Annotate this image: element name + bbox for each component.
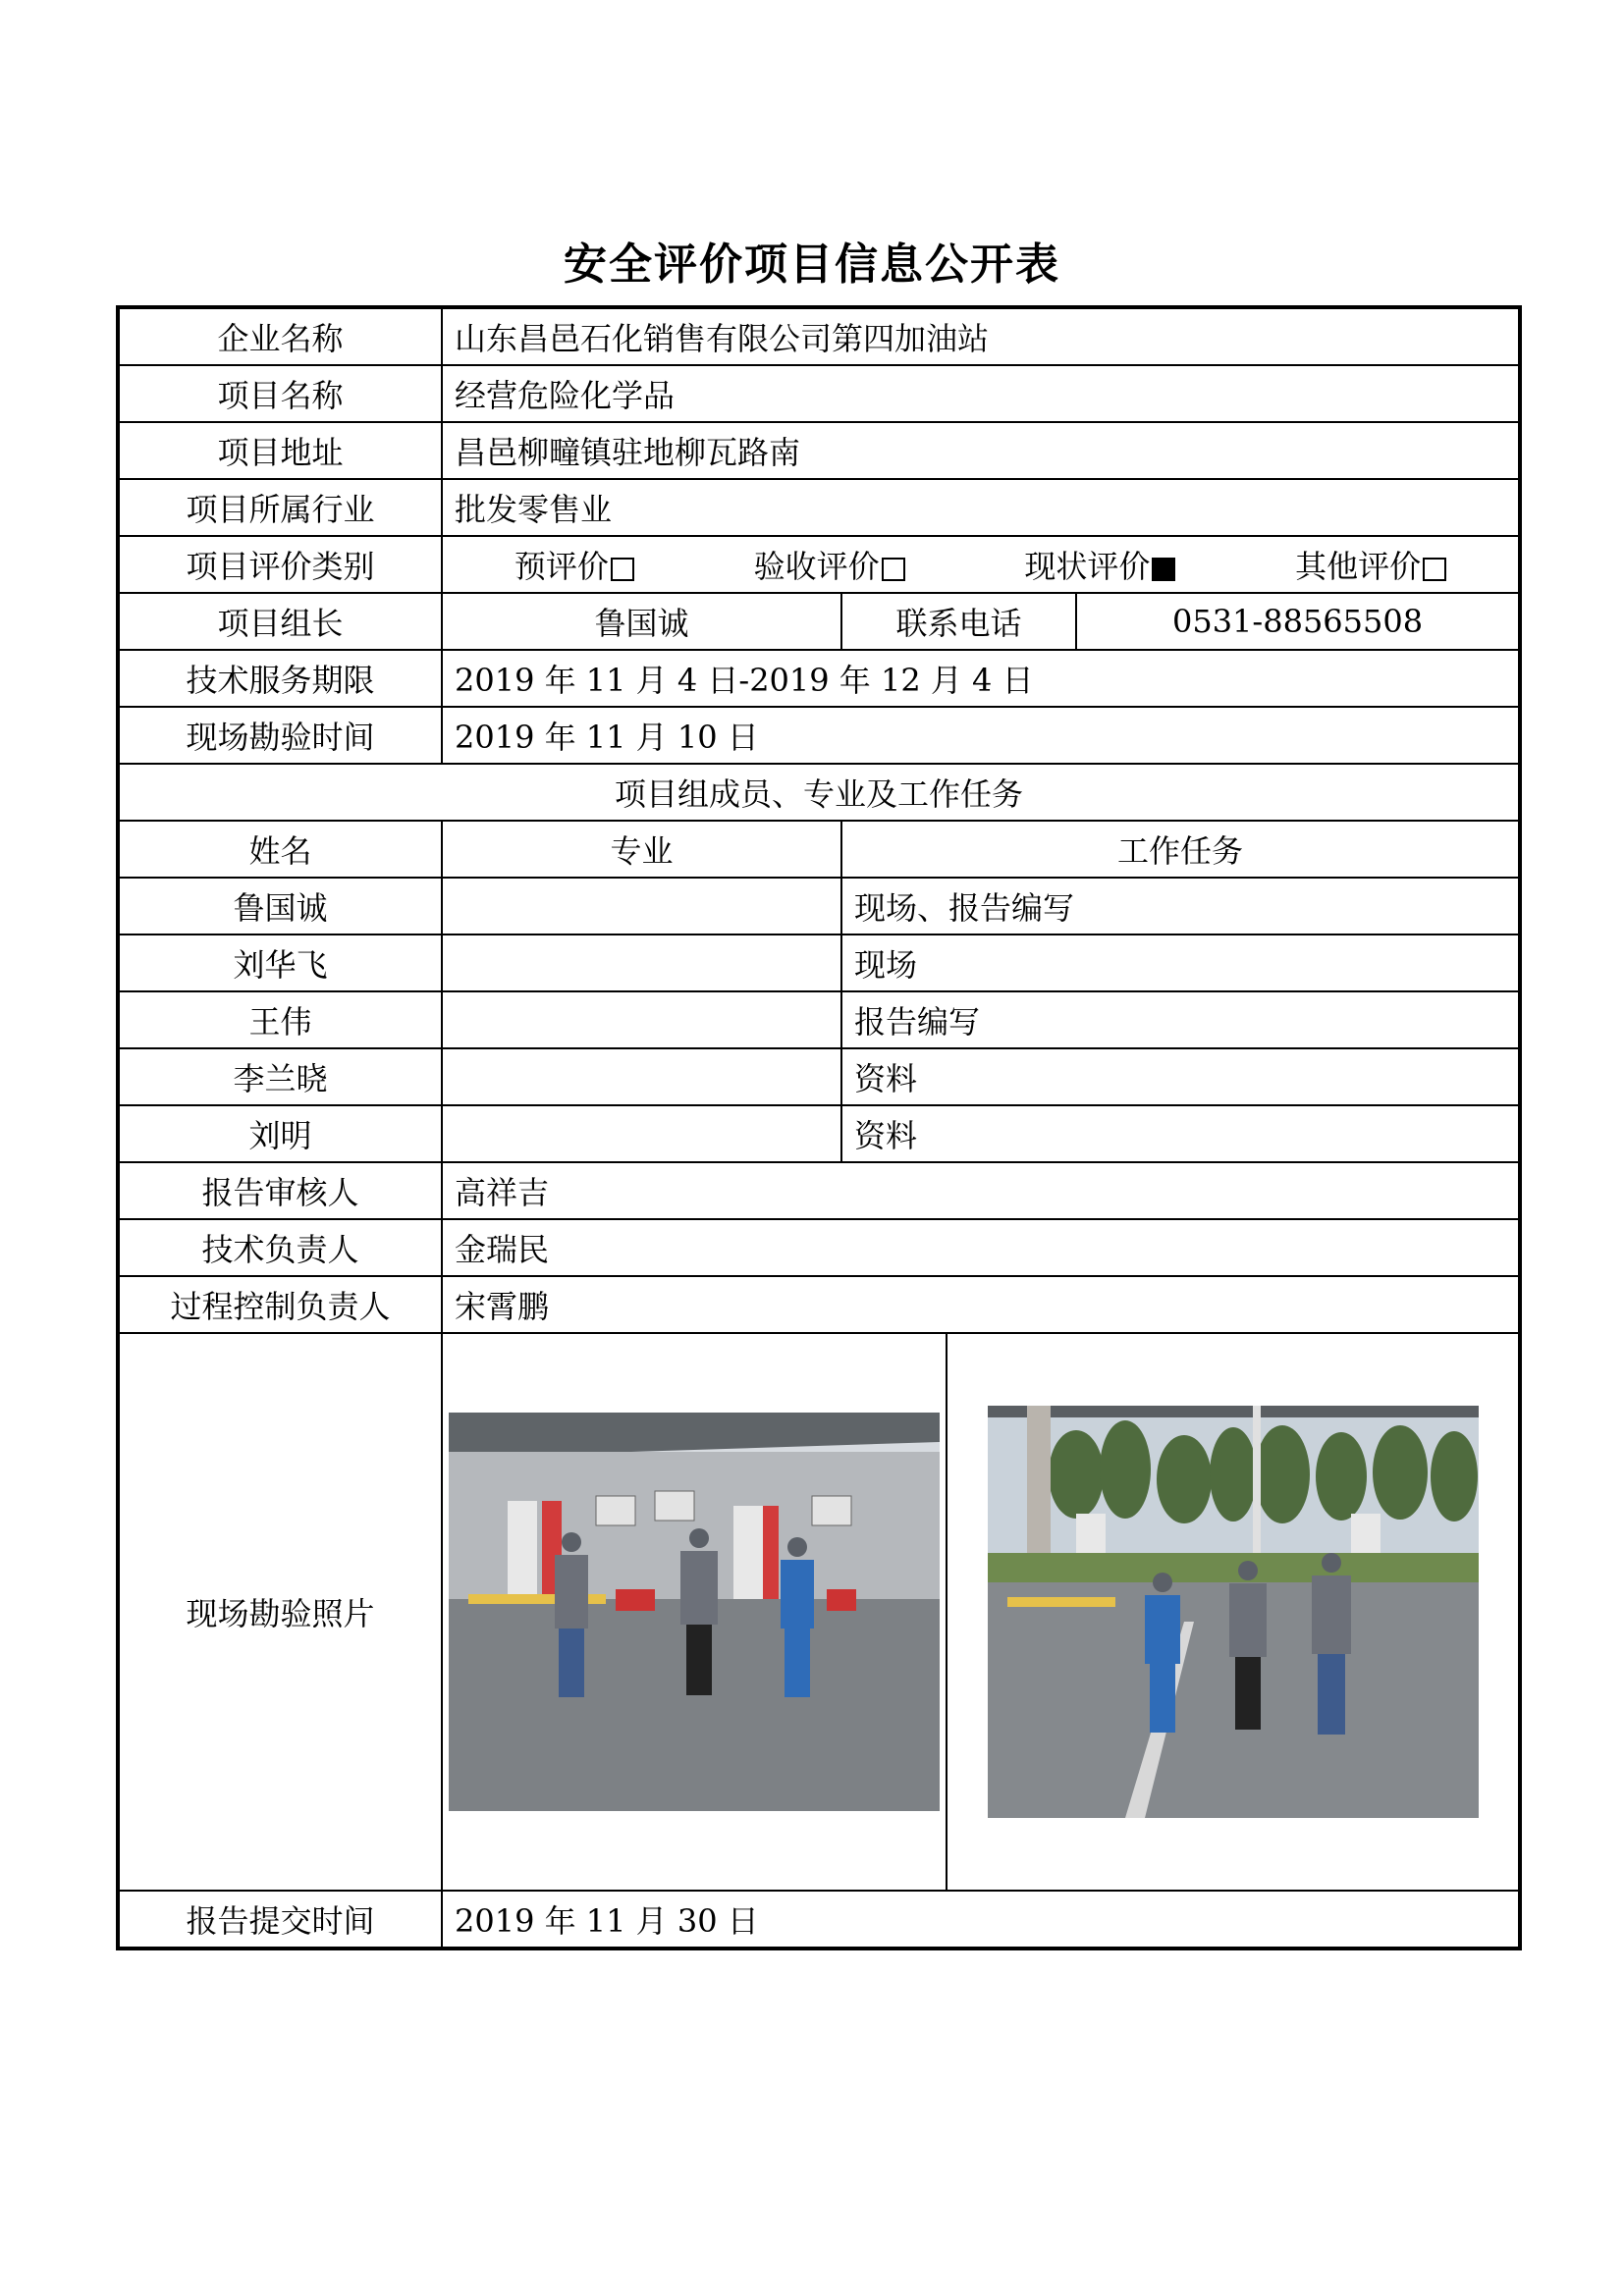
row-enterprise xyxy=(118,307,1520,365)
member-row xyxy=(118,991,1520,1048)
industry-value: 批发零售业 xyxy=(442,479,1520,536)
leader-value: 鲁国诚 xyxy=(442,593,841,650)
photos-label: 现场勘验照片 xyxy=(118,1333,442,1891)
address-value: 昌邑柳疃镇驻地柳瓦路南 xyxy=(442,422,1520,479)
member-name: 刘华飞 xyxy=(118,934,442,991)
info-table xyxy=(116,305,1522,1950)
row-reviewer xyxy=(118,1162,1520,1219)
eval-option-acceptance: 验收评价 xyxy=(754,542,905,587)
row-members-columns xyxy=(118,821,1520,878)
member-name: 鲁国诚 xyxy=(118,878,442,934)
row-submit-time xyxy=(118,1891,1520,1949)
member-row xyxy=(118,934,1520,991)
submit-time-label: 报告提交时间 xyxy=(118,1891,442,1949)
submit-time-value: 2019 年 11 月 30 日 xyxy=(442,1891,1520,1949)
member-major xyxy=(442,1105,841,1162)
row-survey-time xyxy=(118,707,1520,764)
site-photo-2 xyxy=(988,1406,1479,1818)
photo-cell-1 xyxy=(442,1333,947,1891)
checkbox-other[interactable] xyxy=(1423,558,1446,581)
phone-label: 联系电话 xyxy=(841,593,1076,650)
industry-label: 项目所属行业 xyxy=(118,479,442,536)
eval-type-label: 项目评价类别 xyxy=(118,536,442,593)
tech-lead-value: 金瑞民 xyxy=(442,1219,1520,1276)
page-title: 安全评价项目信息公开表 xyxy=(564,240,1060,290)
photo-cell-2 xyxy=(947,1333,1520,1891)
member-task: 资料 xyxy=(841,1048,1520,1105)
survey-time-label: 现场勘验时间 xyxy=(118,707,442,764)
checkbox-pre[interactable] xyxy=(611,558,634,581)
member-task: 现场 xyxy=(841,934,1520,991)
row-eval-type xyxy=(118,536,1520,593)
survey-time-value: 2019 年 11 月 10 日 xyxy=(442,707,1520,764)
enterprise-label: 企业名称 xyxy=(118,307,442,365)
row-service-period xyxy=(118,650,1520,707)
reviewer-label: 报告审核人 xyxy=(118,1162,442,1219)
member-major xyxy=(442,991,841,1048)
member-major xyxy=(442,1048,841,1105)
column-header-task: 工作任务 xyxy=(841,821,1520,878)
eval-option-pre: 预评价 xyxy=(514,542,634,587)
member-major xyxy=(442,934,841,991)
leader-label: 项目组长 xyxy=(118,593,442,650)
members-heading: 项目组成员、专业及工作任务 xyxy=(118,764,1520,821)
service-period-label: 技术服务期限 xyxy=(118,650,442,707)
member-task: 现场、报告编写 xyxy=(841,878,1520,934)
tech-lead-label: 技术负责人 xyxy=(118,1219,442,1276)
member-row xyxy=(118,878,1520,934)
row-industry xyxy=(118,479,1520,536)
member-name: 王伟 xyxy=(118,991,442,1048)
project-name-label: 项目名称 xyxy=(118,365,442,422)
reviewer-value: 高祥吉 xyxy=(442,1162,1520,1219)
eval-option-other: 其他评价 xyxy=(1295,542,1446,587)
checkbox-status-checked[interactable] xyxy=(1152,558,1175,581)
row-leader xyxy=(118,593,1520,650)
project-name-value: 经营危险化学品 xyxy=(442,365,1520,422)
member-row xyxy=(118,1105,1520,1162)
eval-type-options xyxy=(442,536,1520,593)
enterprise-value: 山东昌邑石化销售有限公司第四加油站 xyxy=(442,307,1520,365)
row-process-lead xyxy=(118,1276,1520,1333)
member-major xyxy=(442,878,841,934)
member-task: 资料 xyxy=(841,1105,1520,1162)
process-lead-value: 宋霄鹏 xyxy=(442,1276,1520,1333)
service-period-value: 2019 年 11 月 4 日-2019 年 12 月 4 日 xyxy=(442,650,1520,707)
site-photo-1 xyxy=(449,1413,940,1811)
member-row xyxy=(118,1048,1520,1105)
row-members-heading xyxy=(118,764,1520,821)
address-label: 项目地址 xyxy=(118,422,442,479)
column-header-major: 专业 xyxy=(442,821,841,878)
member-name: 刘明 xyxy=(118,1105,442,1162)
member-task: 报告编写 xyxy=(841,991,1520,1048)
row-project-name xyxy=(118,365,1520,422)
eval-option-status: 现状评价 xyxy=(1024,542,1175,587)
row-address xyxy=(118,422,1520,479)
member-name: 李兰晓 xyxy=(118,1048,442,1105)
column-header-name: 姓名 xyxy=(118,821,442,878)
process-lead-label: 过程控制负责人 xyxy=(118,1276,442,1333)
row-photos xyxy=(118,1333,1520,1891)
checkbox-acceptance[interactable] xyxy=(882,558,905,581)
phone-value: 0531-88565508 xyxy=(1076,593,1520,650)
row-tech-lead xyxy=(118,1219,1520,1276)
